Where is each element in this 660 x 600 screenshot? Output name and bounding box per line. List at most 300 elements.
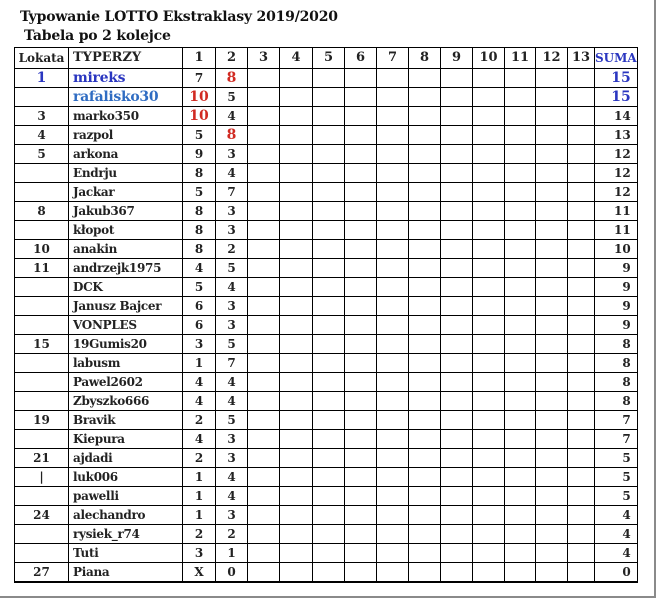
table-row bbox=[15, 221, 638, 240]
round-6-cell bbox=[345, 525, 377, 544]
round-12-cell bbox=[536, 107, 568, 126]
round-5-cell bbox=[313, 563, 345, 583]
round-1-cell: 3 bbox=[183, 335, 216, 354]
sum-cell: 8 bbox=[595, 392, 638, 411]
round-12-cell bbox=[536, 468, 568, 487]
round-2-cell: 3 bbox=[216, 297, 248, 316]
table-row bbox=[15, 373, 638, 392]
round-8-cell bbox=[409, 373, 441, 392]
round-10-cell bbox=[473, 373, 505, 392]
round-6-cell bbox=[345, 183, 377, 202]
round-5-cell bbox=[313, 525, 345, 544]
round-5-cell bbox=[313, 126, 345, 145]
standings-body bbox=[15, 69, 638, 583]
round-13-cell bbox=[568, 183, 595, 202]
round-12-cell bbox=[536, 563, 568, 583]
round-5-cell bbox=[313, 544, 345, 563]
round-5-cell bbox=[313, 259, 345, 278]
round-9-cell bbox=[441, 449, 473, 468]
round-2-cell: 5 bbox=[216, 411, 248, 430]
round-1-cell: 3 bbox=[183, 544, 216, 563]
round-1-cell: 8 bbox=[183, 164, 216, 183]
round-9-cell bbox=[441, 335, 473, 354]
round-3-cell bbox=[248, 525, 280, 544]
round-9-cell bbox=[441, 88, 473, 107]
round-11-cell bbox=[505, 544, 536, 563]
round-5-cell bbox=[313, 202, 345, 221]
header-rank: Lokata bbox=[15, 48, 69, 69]
round-4-cell bbox=[280, 316, 313, 335]
round-5-cell bbox=[313, 69, 345, 88]
round-7-cell bbox=[377, 487, 409, 506]
table-row bbox=[15, 183, 638, 202]
rank-cell: 21 bbox=[15, 449, 69, 468]
round-1-cell: 4 bbox=[183, 373, 216, 392]
round-7-cell bbox=[377, 259, 409, 278]
round-6-cell bbox=[345, 164, 377, 183]
round-9-cell bbox=[441, 202, 473, 221]
round-13-cell bbox=[568, 563, 595, 583]
round-11-cell bbox=[505, 354, 536, 373]
round-2-cell: 7 bbox=[216, 354, 248, 373]
player-name-cell: razpol bbox=[69, 126, 183, 145]
round-9-cell bbox=[441, 107, 473, 126]
round-3-cell bbox=[248, 563, 280, 583]
round-8-cell bbox=[409, 506, 441, 525]
rank-cell bbox=[15, 373, 69, 392]
table-row bbox=[15, 240, 638, 259]
round-4-cell bbox=[280, 544, 313, 563]
round-9-cell bbox=[441, 506, 473, 525]
round-3-cell bbox=[248, 145, 280, 164]
round-12-cell bbox=[536, 221, 568, 240]
round-7-cell bbox=[377, 183, 409, 202]
round-11-cell bbox=[505, 335, 536, 354]
round-7-cell bbox=[377, 335, 409, 354]
sum-cell: 12 bbox=[595, 183, 638, 202]
header-row bbox=[15, 48, 638, 69]
player-name-cell: alechandro bbox=[69, 506, 183, 525]
round-7-cell bbox=[377, 392, 409, 411]
player-name-cell: Kiepura bbox=[69, 430, 183, 449]
round-8-cell bbox=[409, 487, 441, 506]
round-12-cell bbox=[536, 506, 568, 525]
header-round-7: 7 bbox=[377, 48, 409, 69]
round-8-cell bbox=[409, 164, 441, 183]
round-1-cell: 8 bbox=[183, 202, 216, 221]
round-5-cell bbox=[313, 373, 345, 392]
sum-cell: 9 bbox=[595, 316, 638, 335]
round-4-cell bbox=[280, 297, 313, 316]
round-3-cell bbox=[248, 354, 280, 373]
round-13-cell bbox=[568, 411, 595, 430]
round-10-cell bbox=[473, 430, 505, 449]
round-9-cell bbox=[441, 316, 473, 335]
round-8-cell bbox=[409, 145, 441, 164]
round-6-cell bbox=[345, 221, 377, 240]
round-8-cell bbox=[409, 430, 441, 449]
round-4-cell bbox=[280, 354, 313, 373]
round-4-cell bbox=[280, 563, 313, 583]
round-11-cell bbox=[505, 297, 536, 316]
round-10-cell bbox=[473, 126, 505, 145]
round-8-cell bbox=[409, 107, 441, 126]
player-name-cell: mireks bbox=[69, 69, 183, 88]
header-round-4: 4 bbox=[280, 48, 313, 69]
player-name-cell: anakin bbox=[69, 240, 183, 259]
round-11-cell bbox=[505, 164, 536, 183]
sum-cell: 4 bbox=[595, 525, 638, 544]
rank-cell: 8 bbox=[15, 202, 69, 221]
round-2-cell: 4 bbox=[216, 107, 248, 126]
round-6-cell bbox=[345, 259, 377, 278]
round-6-cell bbox=[345, 297, 377, 316]
round-12-cell bbox=[536, 69, 568, 88]
round-10-cell bbox=[473, 240, 505, 259]
table-row bbox=[15, 88, 638, 107]
sum-cell: 11 bbox=[595, 202, 638, 221]
table-row bbox=[15, 411, 638, 430]
table-row bbox=[15, 278, 638, 297]
sum-cell: 12 bbox=[595, 145, 638, 164]
header-round-6: 6 bbox=[345, 48, 377, 69]
table-row bbox=[15, 335, 638, 354]
round-12-cell bbox=[536, 145, 568, 164]
round-1-cell: 5 bbox=[183, 126, 216, 145]
round-3-cell bbox=[248, 411, 280, 430]
round-3-cell bbox=[248, 259, 280, 278]
player-name-cell: Jackar bbox=[69, 183, 183, 202]
round-13-cell bbox=[568, 69, 595, 88]
round-13-cell bbox=[568, 88, 595, 107]
round-9-cell bbox=[441, 487, 473, 506]
sum-cell: 4 bbox=[595, 544, 638, 563]
round-7-cell bbox=[377, 525, 409, 544]
round-11-cell bbox=[505, 468, 536, 487]
round-13-cell bbox=[568, 164, 595, 183]
header-round-3: 3 bbox=[248, 48, 280, 69]
round-6-cell bbox=[345, 487, 377, 506]
rank-cell bbox=[15, 392, 69, 411]
player-name-cell: rafalisko30 bbox=[69, 88, 183, 107]
rank-cell: 15 bbox=[15, 335, 69, 354]
round-13-cell bbox=[568, 259, 595, 278]
round-8-cell bbox=[409, 525, 441, 544]
round-12-cell bbox=[536, 183, 568, 202]
round-6-cell bbox=[345, 506, 377, 525]
header-round-11: 11 bbox=[505, 48, 536, 69]
round-9-cell bbox=[441, 164, 473, 183]
round-13-cell bbox=[568, 316, 595, 335]
table-row bbox=[15, 449, 638, 468]
round-11-cell bbox=[505, 487, 536, 506]
rank-cell bbox=[15, 544, 69, 563]
round-10-cell bbox=[473, 164, 505, 183]
round-3-cell bbox=[248, 373, 280, 392]
round-5-cell bbox=[313, 316, 345, 335]
round-2-cell: 5 bbox=[216, 259, 248, 278]
round-11-cell bbox=[505, 506, 536, 525]
player-name-cell: Jakub367 bbox=[69, 202, 183, 221]
table-row bbox=[15, 297, 638, 316]
round-3-cell bbox=[248, 449, 280, 468]
round-12-cell bbox=[536, 278, 568, 297]
round-10-cell bbox=[473, 335, 505, 354]
rank-cell: 24 bbox=[15, 506, 69, 525]
round-13-cell bbox=[568, 487, 595, 506]
round-8-cell bbox=[409, 240, 441, 259]
round-2-cell: 7 bbox=[216, 183, 248, 202]
round-12-cell bbox=[536, 240, 568, 259]
round-1-cell: 2 bbox=[183, 449, 216, 468]
round-2-cell: 4 bbox=[216, 278, 248, 297]
table-row bbox=[15, 107, 638, 126]
sum-cell: 4 bbox=[595, 506, 638, 525]
round-1-cell: 6 bbox=[183, 297, 216, 316]
round-11-cell bbox=[505, 373, 536, 392]
player-name-cell: Zbyszko666 bbox=[69, 392, 183, 411]
round-9-cell bbox=[441, 297, 473, 316]
round-6-cell bbox=[345, 240, 377, 259]
round-10-cell bbox=[473, 563, 505, 583]
round-13-cell bbox=[568, 126, 595, 145]
round-2-cell: 3 bbox=[216, 449, 248, 468]
round-6-cell bbox=[345, 126, 377, 145]
player-name-cell: rysiek_r74 bbox=[69, 525, 183, 544]
round-9-cell bbox=[441, 468, 473, 487]
round-12-cell bbox=[536, 525, 568, 544]
sum-cell: 8 bbox=[595, 335, 638, 354]
round-3-cell bbox=[248, 183, 280, 202]
round-7-cell bbox=[377, 411, 409, 430]
rank-cell: 27 bbox=[15, 563, 69, 583]
round-5-cell bbox=[313, 392, 345, 411]
round-2-cell: 4 bbox=[216, 164, 248, 183]
round-7-cell bbox=[377, 316, 409, 335]
round-4-cell bbox=[280, 392, 313, 411]
round-8-cell bbox=[409, 354, 441, 373]
round-4-cell bbox=[280, 183, 313, 202]
round-5-cell bbox=[313, 449, 345, 468]
round-9-cell bbox=[441, 411, 473, 430]
round-7-cell bbox=[377, 126, 409, 145]
round-10-cell bbox=[473, 449, 505, 468]
round-2-cell: 5 bbox=[216, 88, 248, 107]
round-3-cell bbox=[248, 202, 280, 221]
round-10-cell bbox=[473, 354, 505, 373]
sum-cell: 5 bbox=[595, 449, 638, 468]
round-2-cell: 3 bbox=[216, 202, 248, 221]
sum-cell: 8 bbox=[595, 373, 638, 392]
round-12-cell bbox=[536, 411, 568, 430]
header-round-13: 13 bbox=[568, 48, 595, 69]
round-11-cell bbox=[505, 145, 536, 164]
round-4-cell bbox=[280, 240, 313, 259]
round-6-cell bbox=[345, 430, 377, 449]
round-4-cell bbox=[280, 145, 313, 164]
round-7-cell bbox=[377, 221, 409, 240]
player-name-cell: Bravik bbox=[69, 411, 183, 430]
round-13-cell bbox=[568, 468, 595, 487]
round-3-cell bbox=[248, 335, 280, 354]
round-12-cell bbox=[536, 449, 568, 468]
round-1-cell: 5 bbox=[183, 183, 216, 202]
round-6-cell bbox=[345, 88, 377, 107]
round-3-cell bbox=[248, 126, 280, 145]
round-5-cell bbox=[313, 354, 345, 373]
round-3-cell bbox=[248, 107, 280, 126]
header-sum: SUMA bbox=[595, 48, 638, 69]
round-13-cell bbox=[568, 278, 595, 297]
round-13-cell bbox=[568, 240, 595, 259]
table-row bbox=[15, 69, 638, 88]
round-1-cell: 2 bbox=[183, 411, 216, 430]
round-10-cell bbox=[473, 468, 505, 487]
round-7-cell bbox=[377, 278, 409, 297]
round-2-cell: 8 bbox=[216, 126, 248, 145]
player-name-cell: andrzejk1975 bbox=[69, 259, 183, 278]
sum-cell: 8 bbox=[595, 354, 638, 373]
round-13-cell bbox=[568, 373, 595, 392]
round-11-cell bbox=[505, 183, 536, 202]
round-6-cell bbox=[345, 202, 377, 221]
round-1-cell: 9 bbox=[183, 145, 216, 164]
sum-cell: 11 bbox=[595, 221, 638, 240]
round-2-cell: 4 bbox=[216, 468, 248, 487]
round-3-cell bbox=[248, 392, 280, 411]
sum-cell: 0 bbox=[595, 563, 638, 583]
rank-cell bbox=[15, 164, 69, 183]
round-10-cell bbox=[473, 107, 505, 126]
player-name-cell: Endrju bbox=[69, 164, 183, 183]
standings-table bbox=[14, 47, 638, 583]
sum-cell: 9 bbox=[595, 297, 638, 316]
round-13-cell bbox=[568, 506, 595, 525]
round-10-cell bbox=[473, 487, 505, 506]
round-4-cell bbox=[280, 525, 313, 544]
round-5-cell bbox=[313, 88, 345, 107]
round-4-cell bbox=[280, 278, 313, 297]
round-4-cell bbox=[280, 88, 313, 107]
round-11-cell bbox=[505, 88, 536, 107]
round-6-cell bbox=[345, 354, 377, 373]
header-round-12: 12 bbox=[536, 48, 568, 69]
round-7-cell bbox=[377, 354, 409, 373]
round-12-cell bbox=[536, 335, 568, 354]
sum-cell: 15 bbox=[595, 88, 638, 107]
table-row bbox=[15, 202, 638, 221]
round-4-cell bbox=[280, 221, 313, 240]
round-2-cell: 3 bbox=[216, 316, 248, 335]
round-9-cell bbox=[441, 240, 473, 259]
round-4-cell bbox=[280, 468, 313, 487]
round-3-cell bbox=[248, 88, 280, 107]
round-8-cell bbox=[409, 202, 441, 221]
round-7-cell bbox=[377, 202, 409, 221]
round-1-cell: 4 bbox=[183, 259, 216, 278]
rank-cell bbox=[15, 354, 69, 373]
round-9-cell bbox=[441, 221, 473, 240]
round-1-cell: 10 bbox=[183, 88, 216, 107]
round-7-cell bbox=[377, 468, 409, 487]
round-8-cell bbox=[409, 221, 441, 240]
round-8-cell bbox=[409, 183, 441, 202]
round-13-cell bbox=[568, 449, 595, 468]
round-1-cell: 1 bbox=[183, 354, 216, 373]
round-10-cell bbox=[473, 297, 505, 316]
round-8-cell bbox=[409, 449, 441, 468]
round-2-cell: 4 bbox=[216, 392, 248, 411]
round-10-cell bbox=[473, 316, 505, 335]
player-name-cell: Tuti bbox=[69, 544, 183, 563]
round-4-cell bbox=[280, 449, 313, 468]
round-9-cell bbox=[441, 145, 473, 164]
player-name-cell: marko350 bbox=[69, 107, 183, 126]
round-9-cell bbox=[441, 544, 473, 563]
round-7-cell bbox=[377, 449, 409, 468]
round-4-cell bbox=[280, 202, 313, 221]
round-9-cell bbox=[441, 126, 473, 145]
round-12-cell bbox=[536, 430, 568, 449]
round-6-cell bbox=[345, 563, 377, 583]
round-6-cell bbox=[345, 278, 377, 297]
round-9-cell bbox=[441, 69, 473, 88]
rank-cell bbox=[15, 88, 69, 107]
round-4-cell bbox=[280, 107, 313, 126]
round-12-cell bbox=[536, 487, 568, 506]
round-1-cell: 1 bbox=[183, 468, 216, 487]
sum-cell: 9 bbox=[595, 278, 638, 297]
round-4-cell bbox=[280, 506, 313, 525]
round-10-cell bbox=[473, 506, 505, 525]
rank-cell bbox=[15, 297, 69, 316]
round-7-cell bbox=[377, 563, 409, 583]
round-2-cell: 2 bbox=[216, 240, 248, 259]
rank-cell: 19 bbox=[15, 411, 69, 430]
round-8-cell bbox=[409, 392, 441, 411]
round-12-cell bbox=[536, 259, 568, 278]
round-1-cell: 2 bbox=[183, 525, 216, 544]
table-row bbox=[15, 430, 638, 449]
player-name-cell: kłopot bbox=[69, 221, 183, 240]
round-10-cell bbox=[473, 202, 505, 221]
round-8-cell bbox=[409, 69, 441, 88]
player-name-cell: 19Gumis20 bbox=[69, 335, 183, 354]
round-6-cell bbox=[345, 373, 377, 392]
round-6-cell bbox=[345, 316, 377, 335]
round-10-cell bbox=[473, 544, 505, 563]
round-11-cell bbox=[505, 392, 536, 411]
rank-cell: 3 bbox=[15, 107, 69, 126]
sum-cell: 9 bbox=[595, 259, 638, 278]
sum-cell: 5 bbox=[595, 468, 638, 487]
round-5-cell bbox=[313, 183, 345, 202]
round-12-cell bbox=[536, 544, 568, 563]
round-5-cell bbox=[313, 411, 345, 430]
player-name-cell: labusm bbox=[69, 354, 183, 373]
round-6-cell bbox=[345, 392, 377, 411]
round-9-cell bbox=[441, 430, 473, 449]
round-2-cell: 5 bbox=[216, 335, 248, 354]
round-13-cell bbox=[568, 544, 595, 563]
round-13-cell bbox=[568, 202, 595, 221]
rank-cell bbox=[15, 316, 69, 335]
round-3-cell bbox=[248, 240, 280, 259]
round-2-cell: 2 bbox=[216, 525, 248, 544]
round-13-cell bbox=[568, 335, 595, 354]
header-round-10: 10 bbox=[473, 48, 505, 69]
round-12-cell bbox=[536, 392, 568, 411]
